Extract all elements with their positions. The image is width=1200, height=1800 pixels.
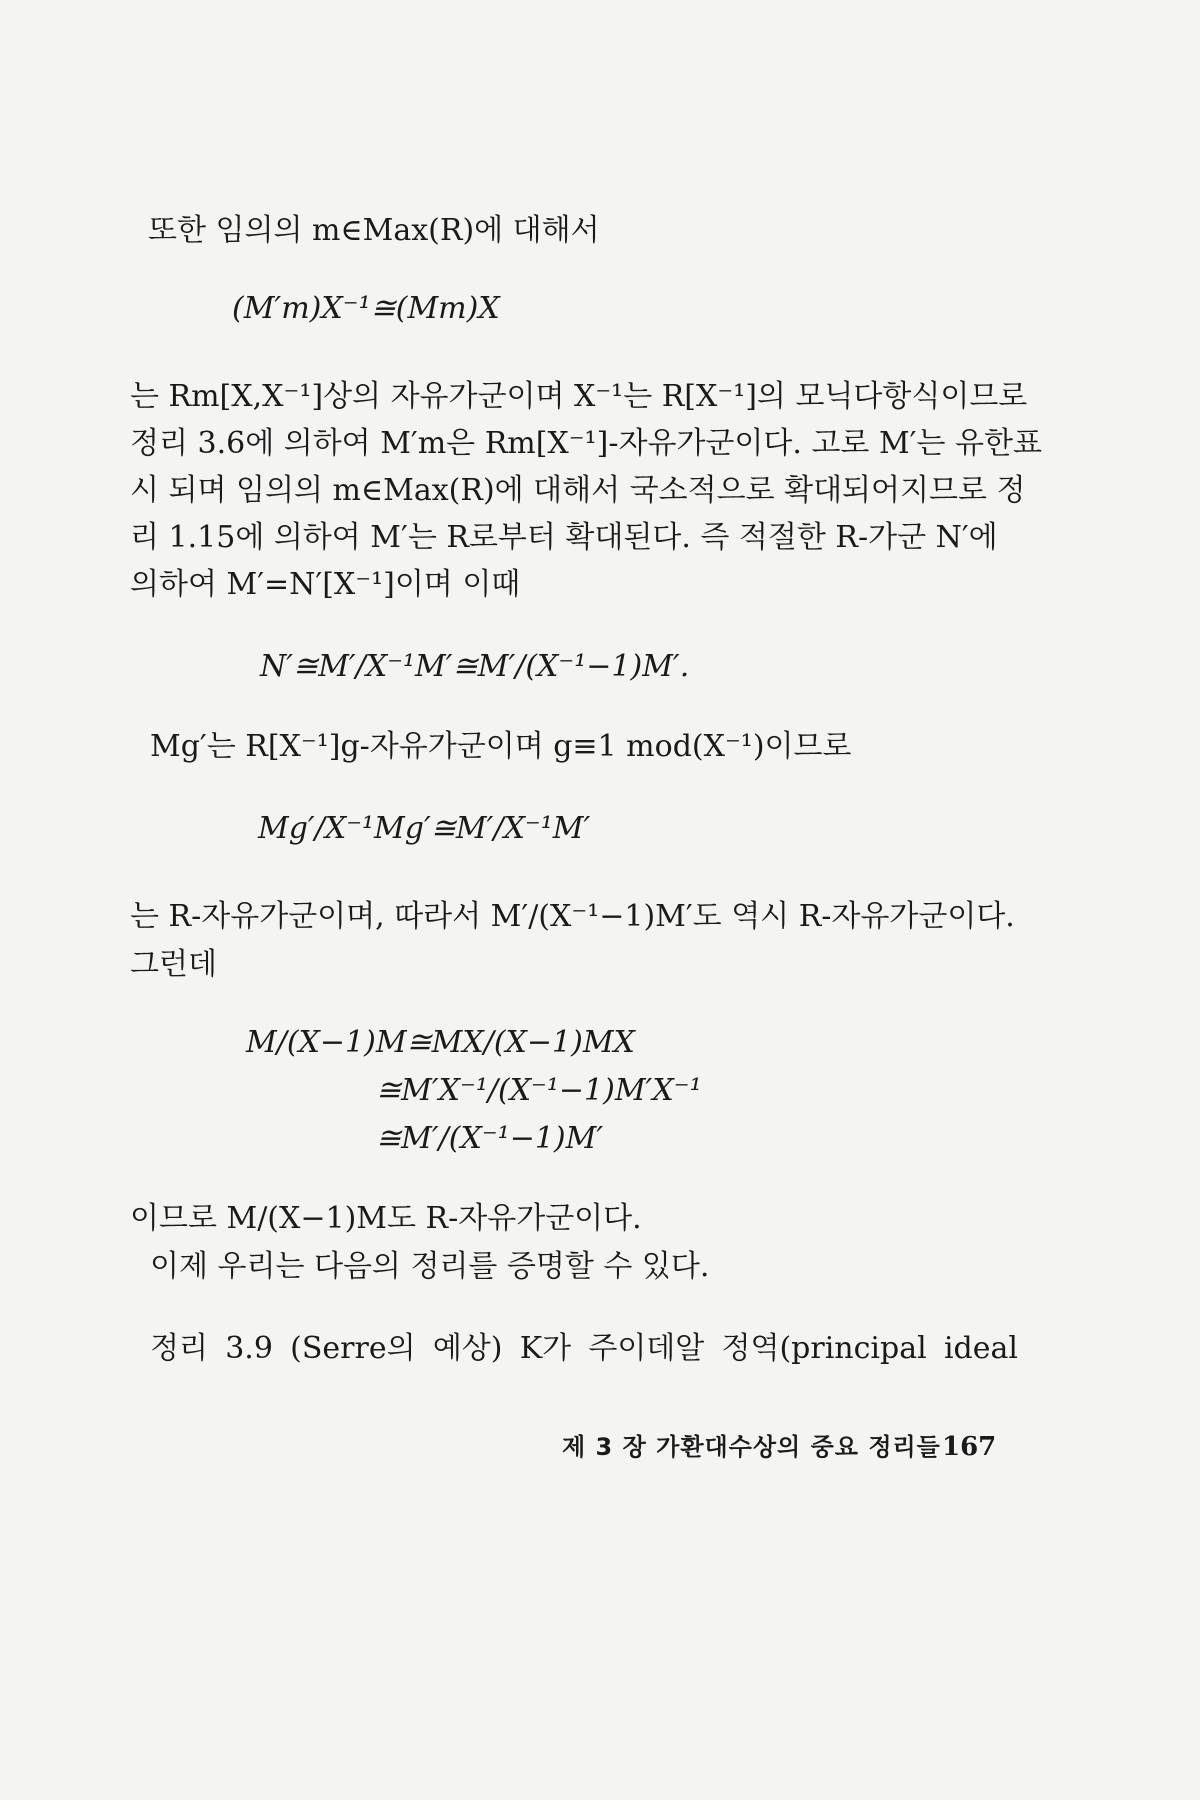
paragraph-line: 시 되며 임의의 m∈Max(R)에 대해서 국소적으로 확대되어지므로 정 <box>130 473 1026 508</box>
display-equation: M/(X−1)M≅MX/(X−1)MX <box>246 1025 635 1060</box>
display-equation: ≅M′/(X⁻¹−1)M′ <box>376 1121 604 1156</box>
paragraph-line: 그런데 <box>130 947 217 982</box>
paragraph-line: 정리 3.6에 의하여 M′m은 Rm[X⁻¹]-자유가군이다. 고로 M′는 유한표 <box>130 426 1042 461</box>
display-equation: ≅M′X⁻¹/(X⁻¹−1)M′X⁻¹ <box>376 1073 702 1108</box>
page-number: 167 <box>942 1432 997 1462</box>
chapter-footer: 제 3 장 가환대수상의 중요 정리들 <box>562 1433 941 1461</box>
paragraph-line: 는 Rm[X,X⁻¹]상의 자유가군이며 X⁻¹는 R[X⁻¹]의 모닉다항식이므로 <box>130 379 1028 414</box>
paragraph-line: 이므로 M/(X−1)M도 R-자유가군이다. <box>130 1201 642 1236</box>
text-line: 또한 임의의 m∈Max(R)에 대해서 <box>148 213 600 248</box>
paragraph-line: Mg′는 R[X⁻¹]g-자유가군이며 g≡1 mod(X⁻¹)이므로 <box>150 729 852 764</box>
display-equation: (M′m)X⁻¹≅(Mm)X <box>232 291 500 326</box>
display-equation: Mg′/X⁻¹Mg′≅M′/X⁻¹M′ <box>258 811 591 846</box>
paragraph-line: 의하여 M′=N′[X⁻¹]이며 이때 <box>130 567 521 602</box>
theorem-heading: 정리 3.9 (Serre의 예상) K가 주이데알 정역(principal ideal <box>150 1331 1018 1366</box>
display-equation: N′≅M′/X⁻¹M′≅M′/(X⁻¹−1)M′. <box>260 649 690 684</box>
paragraph-line: 리 1.15에 의하여 M′는 R로부터 확대된다. 즉 적절한 R-가군 N′에 <box>130 520 998 555</box>
paragraph-line: 는 R-자유가군이며, 따라서 M′/(X⁻¹−1)M′도 역시 R-자유가군이다. <box>130 899 1015 934</box>
paragraph-line: 이제 우리는 다음의 정리를 증명할 수 있다. <box>150 1249 710 1284</box>
